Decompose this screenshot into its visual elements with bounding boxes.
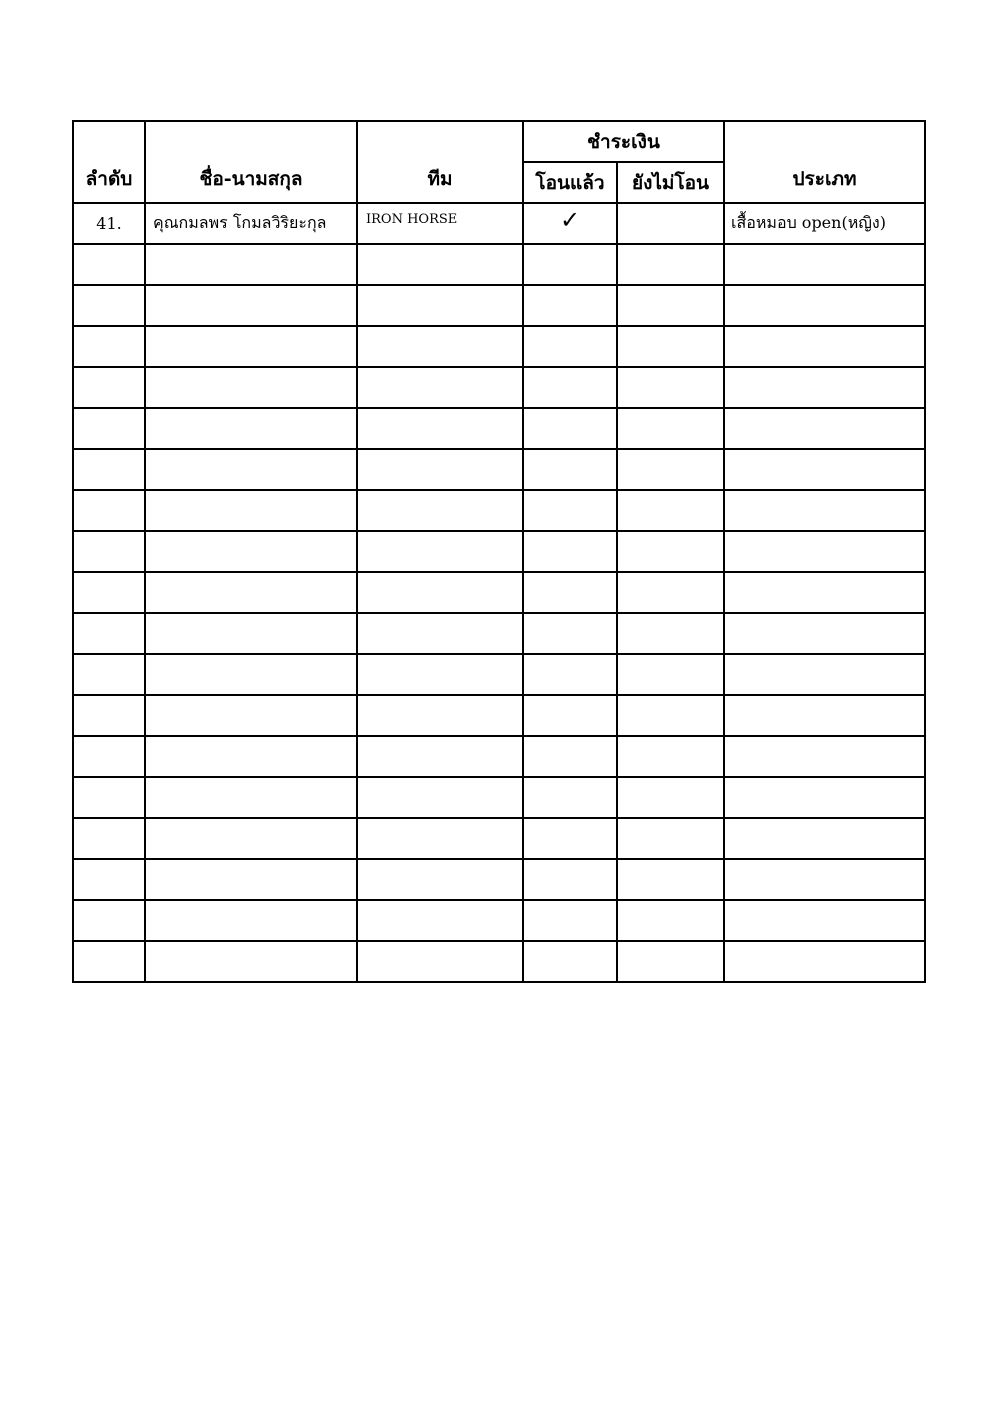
header-unpaid: ยังไม่โอน: [617, 162, 724, 203]
table-row: [73, 736, 925, 777]
cell-paid: [523, 326, 617, 367]
cell-name: คุณกมลพร โกมลวิริยะกุล: [145, 203, 357, 244]
table-row: [73, 900, 925, 941]
cell-paid: [523, 449, 617, 490]
cell-type: [724, 654, 925, 695]
cell-team: [357, 613, 523, 654]
cell-type: [724, 572, 925, 613]
cell-paid: [523, 367, 617, 408]
cell-type: [724, 449, 925, 490]
cell-team: [357, 654, 523, 695]
cell-no: [73, 941, 145, 982]
registration-table: [72, 120, 926, 983]
cell-no: [73, 818, 145, 859]
cell-no: [73, 244, 145, 285]
cell-type: [724, 736, 925, 777]
header-payment: ชำระเงิน: [523, 121, 724, 162]
cell-paid: [523, 736, 617, 777]
cell-team: [357, 859, 523, 900]
cell-unpaid: [617, 736, 724, 777]
cell-unpaid: [617, 818, 724, 859]
cell-unpaid: [617, 654, 724, 695]
cell-team: [357, 244, 523, 285]
header-name: ชื่อ-นามสกุล: [145, 121, 357, 203]
cell-paid: [523, 900, 617, 941]
cell-team: [357, 490, 523, 531]
cell-name: [145, 818, 357, 859]
cell-paid: [523, 490, 617, 531]
cell-no: [73, 900, 145, 941]
table-row: [73, 613, 925, 654]
cell-type: [724, 941, 925, 982]
cell-type: เสื้อหมอบ open(หญิง): [724, 203, 925, 244]
table-row: [73, 449, 925, 490]
cell-type: [724, 531, 925, 572]
table-row: [73, 777, 925, 818]
cell-name: [145, 490, 357, 531]
cell-name: [145, 285, 357, 326]
cell-no: [73, 736, 145, 777]
cell-no: [73, 367, 145, 408]
cell-unpaid: [617, 408, 724, 449]
cell-team: [357, 941, 523, 982]
cell-type: [724, 695, 925, 736]
cell-unpaid: [617, 244, 724, 285]
cell-type: [724, 777, 925, 818]
cell-unpaid: [617, 326, 724, 367]
cell-type: [724, 900, 925, 941]
cell-type: [724, 818, 925, 859]
cell-no: [73, 531, 145, 572]
table-row: [73, 490, 925, 531]
cell-paid: [523, 654, 617, 695]
cell-paid: [523, 777, 617, 818]
cell-no: [73, 408, 145, 449]
cell-name: [145, 408, 357, 449]
cell-team: [357, 777, 523, 818]
cell-unpaid: [617, 777, 724, 818]
cell-team: IRON HORSE: [357, 203, 523, 244]
table-row: [73, 326, 925, 367]
cell-name: [145, 777, 357, 818]
cell-name: [145, 326, 357, 367]
cell-team: [357, 900, 523, 941]
cell-no: [73, 613, 145, 654]
cell-paid: [523, 285, 617, 326]
cell-name: [145, 859, 357, 900]
table-row: [73, 654, 925, 695]
cell-unpaid: [617, 900, 724, 941]
cell-team: [357, 818, 523, 859]
cell-team: [357, 736, 523, 777]
cell-team: [357, 408, 523, 449]
header-paid: โอนแล้ว: [523, 162, 617, 203]
header-row-top: [73, 121, 925, 162]
cell-name: [145, 900, 357, 941]
cell-no: [73, 654, 145, 695]
cell-unpaid: [617, 490, 724, 531]
cell-name: [145, 941, 357, 982]
cell-unpaid: [617, 941, 724, 982]
table-row: [73, 244, 925, 285]
cell-name: [145, 449, 357, 490]
cell-no: [73, 777, 145, 818]
cell-paid: [523, 613, 617, 654]
cell-team: [357, 531, 523, 572]
cell-team: [357, 326, 523, 367]
cell-team: [357, 695, 523, 736]
cell-paid: [523, 695, 617, 736]
table-row: [73, 531, 925, 572]
cell-no: [73, 326, 145, 367]
cell-paid: [523, 941, 617, 982]
cell-unpaid: [617, 531, 724, 572]
cell-type: [724, 367, 925, 408]
cell-no: [73, 490, 145, 531]
cell-type: [724, 859, 925, 900]
cell-paid: [523, 531, 617, 572]
cell-team: [357, 367, 523, 408]
cell-name: [145, 695, 357, 736]
cell-team: [357, 572, 523, 613]
cell-unpaid: [617, 367, 724, 408]
cell-type: [724, 326, 925, 367]
cell-type: [724, 285, 925, 326]
cell-unpaid: [617, 613, 724, 654]
cell-no: [73, 285, 145, 326]
cell-no: [73, 572, 145, 613]
header-no: ลำดับ: [73, 121, 145, 203]
cell-type: [724, 490, 925, 531]
table-row: [73, 941, 925, 982]
cell-no: [73, 859, 145, 900]
table-row: [73, 367, 925, 408]
table-row: [73, 203, 925, 244]
table-body: [73, 203, 925, 982]
header-team: ทีม: [357, 121, 523, 203]
cell-name: [145, 736, 357, 777]
cell-paid: [523, 572, 617, 613]
cell-unpaid: [617, 203, 724, 244]
table-row: [73, 859, 925, 900]
cell-name: [145, 572, 357, 613]
header-type: ประเภท: [724, 121, 925, 203]
check-icon: ✓: [523, 203, 617, 244]
cell-unpaid: [617, 572, 724, 613]
cell-unpaid: [617, 449, 724, 490]
cell-paid: [523, 818, 617, 859]
table-row: [73, 695, 925, 736]
cell-type: [724, 408, 925, 449]
cell-unpaid: [617, 859, 724, 900]
cell-name: [145, 531, 357, 572]
cell-no: 41.: [73, 203, 145, 244]
cell-paid: [523, 408, 617, 449]
table-row: [73, 285, 925, 326]
table-row: [73, 408, 925, 449]
cell-type: [724, 613, 925, 654]
table-row: [73, 818, 925, 859]
cell-name: [145, 367, 357, 408]
cell-name: [145, 654, 357, 695]
cell-team: [357, 449, 523, 490]
cell-paid: [523, 244, 617, 285]
cell-no: [73, 449, 145, 490]
table-row: [73, 572, 925, 613]
cell-unpaid: [617, 285, 724, 326]
cell-team: [357, 285, 523, 326]
cell-unpaid: [617, 695, 724, 736]
cell-type: [724, 244, 925, 285]
cell-name: [145, 613, 357, 654]
cell-name: [145, 244, 357, 285]
cell-no: [73, 695, 145, 736]
cell-paid: [523, 859, 617, 900]
